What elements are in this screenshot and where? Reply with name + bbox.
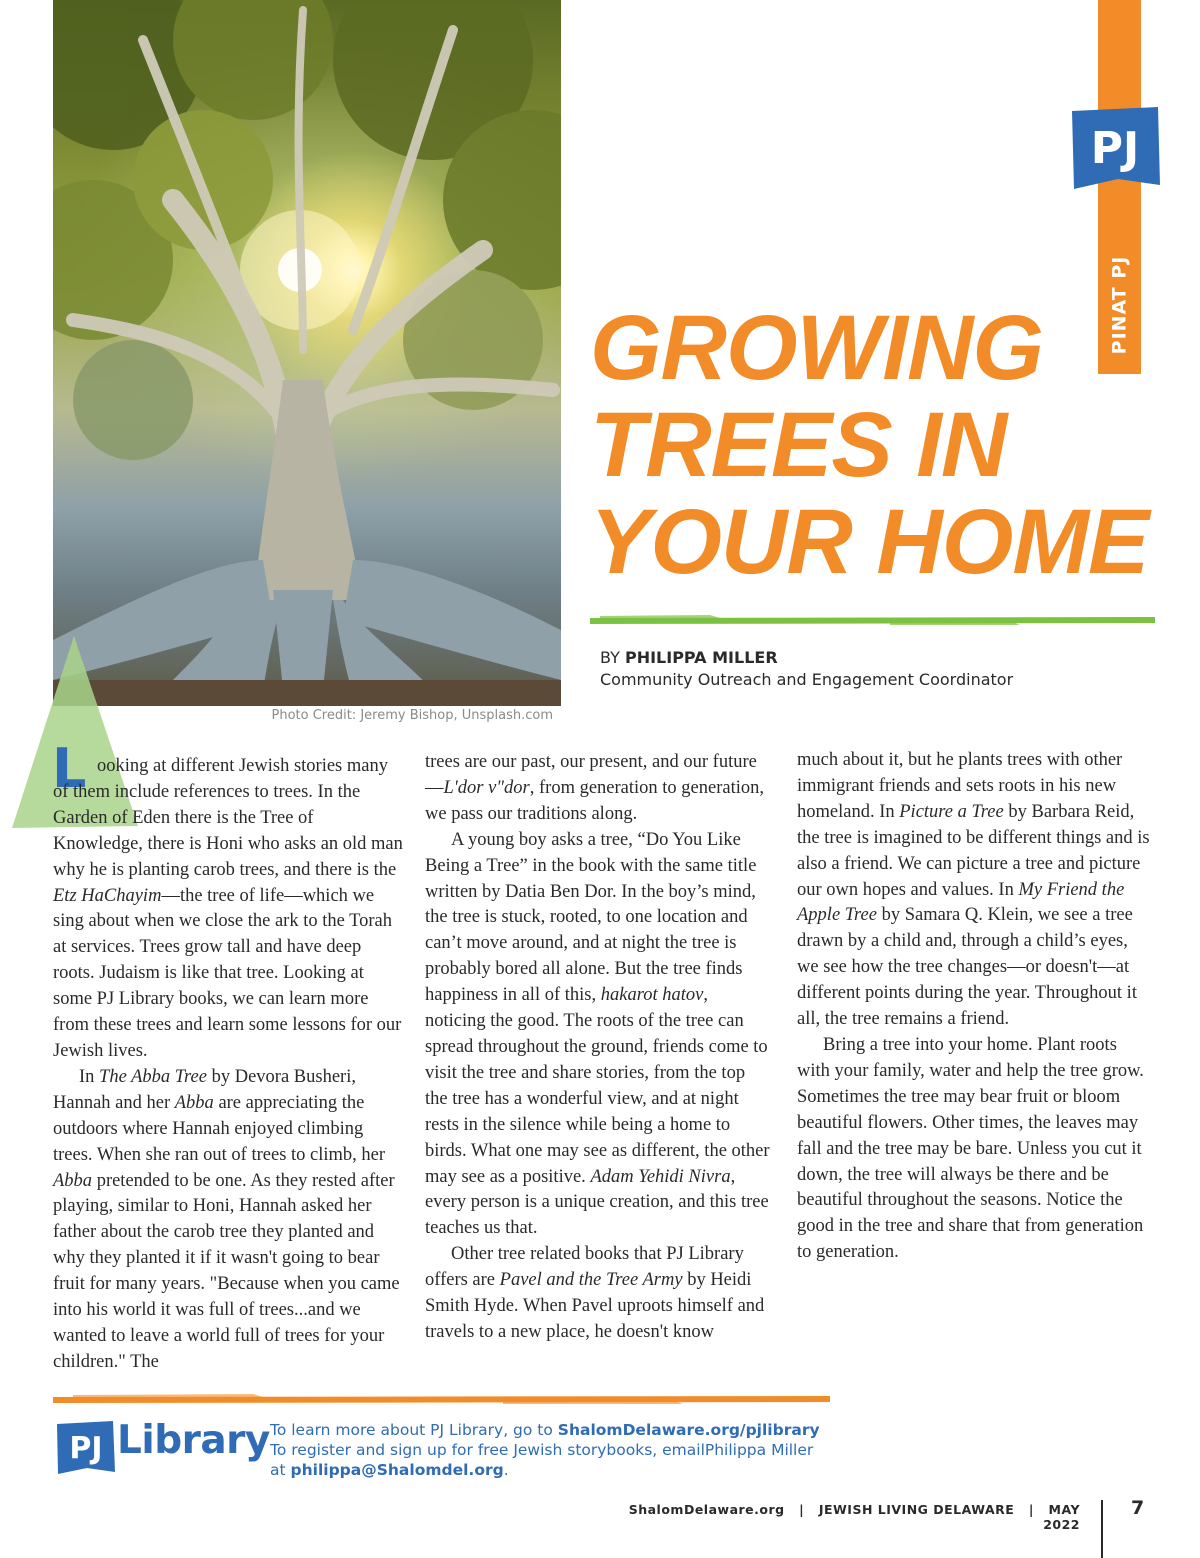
byline-prefix: BY xyxy=(600,648,620,667)
col2-p1-b: , from generation to generation, we pass our traditions along. xyxy=(425,777,764,824)
col2-p3-b: by Heidi Smith Hyde. When Pavel uproots himself and travels to a new place, he doesn't know xyxy=(425,1270,765,1342)
promo-line-1 xyxy=(270,1420,870,1440)
headline-line-3: YOUR HOME xyxy=(590,491,1149,593)
col1-p2-c: are appreciating the outdoors where Hannah enjoyed climbing trees. When she ran out of trees to climb, her xyxy=(53,1092,386,1165)
section-tab-label-wrap xyxy=(1098,250,1141,360)
pj-library-link[interactable]: ShalomDelaware.org/pjlibrary xyxy=(557,1421,820,1439)
byline xyxy=(600,647,1013,691)
green-divider xyxy=(590,613,1155,627)
col3-paragraph-1 xyxy=(797,748,1152,1033)
col1-p1-em1: Etz HaChayim xyxy=(53,885,162,906)
pj-logo-mark: PJ xyxy=(69,1431,103,1466)
col2-paragraph-3 xyxy=(425,1242,770,1346)
col3-p1-em2: My Friend the Apple Tree xyxy=(797,879,1125,926)
col3-p1-c: by Samara Q. Klein, we see a tree drawn by a child and, through a child’s eyes, we see how the tree changes—or doesn't—at different points during the year. Throughout it all, the tree remains a friend. xyxy=(797,905,1137,1030)
col2-p2-c: , every person is a unique creation, and this tree teaches us that. xyxy=(425,1166,769,1239)
page-footer xyxy=(600,1502,1080,1532)
col3-paragraph-2: Bring a tree into your home. Plant roots with your family, water and help the tree grow. Sometimes the tree may bear fruit or bloom beautiful flowers. Other times, the leaves may fall and the tree may be bare. Unless you cut it down, the tree will always be there and be beautiful throughout the seasons. Notice the good in the tree and share that from generation to generation. xyxy=(797,1034,1144,1263)
footer-divider xyxy=(1101,1500,1103,1558)
byline-author: PHILIPPA MILLER xyxy=(624,648,778,667)
col2-p2-em1: hakarot hatov xyxy=(600,985,704,1006)
col1-p1-rest: —the tree of life—which we sing about when we close the ark to the Torah at services. Trees grow tall and have deep roots. Judaism is like that tree. Looking at some PJ Library books, we can learn more from these trees and learn some lessons for our Jewish lives. xyxy=(53,885,402,1061)
byline-role: Community Outreach and Engagement Coordinator xyxy=(600,670,1014,689)
promo-line-3-end: . xyxy=(503,1461,509,1479)
promo-line-3-text: at xyxy=(270,1461,291,1479)
col2-paragraph-1 xyxy=(425,750,770,828)
col2-p3-em1: Pavel and the Tree Army xyxy=(499,1270,683,1291)
tree-photo xyxy=(53,0,561,706)
col2-p2-a: A young boy asks a tree, “Do You Like Being a Tree” in the book with the same title written by Datia Ben Dor. In the boy’s mind, the tree is stuck, rooted, to one location and can’t move around, and at night the tree is probably bored all alone. But the tree finds happiness in all of this, xyxy=(425,829,757,1006)
footer-publication: JEWISH LIVING DELAWARE xyxy=(818,1502,1015,1517)
footer-issue: MAY 2022 xyxy=(1043,1502,1080,1532)
article-column-2 xyxy=(425,750,770,1346)
pj-library-wordmark: Library xyxy=(117,1418,270,1463)
col2-paragraph-2 xyxy=(425,828,770,1243)
col1-p2-d: pretended to be one. As they rested after playing, similar to Honi, Hannah asked her father about the carob tree they planted and why they planted it if it wasn't going to bear fruit for many years. "Because when you came into his world it was full of trees...and we wanted to leave a world full of trees for your children." The xyxy=(53,1170,400,1372)
photo-credit: Photo Credit: Jeremy Bishop, Unsplash.com xyxy=(271,708,553,723)
headline-line-2: TREES IN xyxy=(590,394,1007,496)
col3-p1-b: by Barbara Reid, the tree is imagined to be different things and is also a friend. We can picture a tree and picture our own hopes and values. In xyxy=(797,801,1150,900)
col1-p2-em3: Abba xyxy=(53,1170,93,1191)
col2-p1-em1: L'dor v"dor xyxy=(443,777,530,798)
article-column-1 xyxy=(53,754,403,1376)
col1-p2-a: In xyxy=(79,1066,100,1087)
col3-p1-em1: Picture a Tree xyxy=(899,801,1004,822)
col1-p2-b: by Devora Busheri, Hannah and her xyxy=(53,1066,356,1113)
headline-line-1: GROWING xyxy=(590,297,1043,399)
col2-p3-a: Other tree related books that PJ Library offers are xyxy=(425,1244,744,1291)
footer-separator-1: | xyxy=(799,1502,805,1517)
promo-line-2: To register and sign up for free Jewish storybooks, emailPhilippa Miller xyxy=(270,1441,814,1459)
col1-p2-em1: The Abba Tree xyxy=(99,1066,207,1087)
footer-site: ShalomDelaware.org xyxy=(628,1502,785,1517)
col2-p2-em2: Adam Yehidi Nivra xyxy=(590,1166,731,1187)
section-tab-label: PINAT PJ xyxy=(1108,255,1131,355)
pj-library-promo xyxy=(270,1420,870,1480)
col2-p2-b: , noticing the good. The roots of the tree can spread throughout the ground, friends come to visit the tree and share stories, from the top the tree has a wonderful view, and at night rests in the silence while being a home to birds. What one may see as different, the other may see as a positive. xyxy=(425,985,770,1187)
pj-badge-icon xyxy=(1068,105,1162,195)
drop-cap: L xyxy=(52,737,87,800)
page-number: 7 xyxy=(1131,1497,1145,1519)
col1-paragraph-2 xyxy=(53,1065,403,1376)
col2-p1-a: trees are our past, our present, and our future— xyxy=(425,752,757,798)
promo-line-3 xyxy=(270,1460,870,1480)
email-link[interactable]: philippa@Shalomdel.org xyxy=(290,1461,504,1479)
col1-paragraph-1 xyxy=(53,754,403,1065)
footer-separator-2: | xyxy=(1028,1502,1034,1517)
tree-illustration xyxy=(53,0,561,706)
col3-p1-a: much about it, but he plants trees with other immigrant friends and sets roots in his new homeland. In xyxy=(797,750,1123,822)
byline-author-line xyxy=(600,647,1013,669)
orange-divider xyxy=(53,1393,830,1405)
col1-p1-lead: ooking at different Jewish stories many of them include references to trees. In the Garden of Eden there is the Tree of Knowledge, there is Honi who asks an old man why he is planting carob trees, and there is the xyxy=(53,756,403,880)
promo-line-1-text: To learn more about PJ Library, go to xyxy=(270,1421,558,1439)
article-column-3 xyxy=(797,748,1152,1266)
col1-p2-em2: Abba xyxy=(174,1092,214,1113)
pj-badge-text: PJ xyxy=(1090,123,1140,174)
